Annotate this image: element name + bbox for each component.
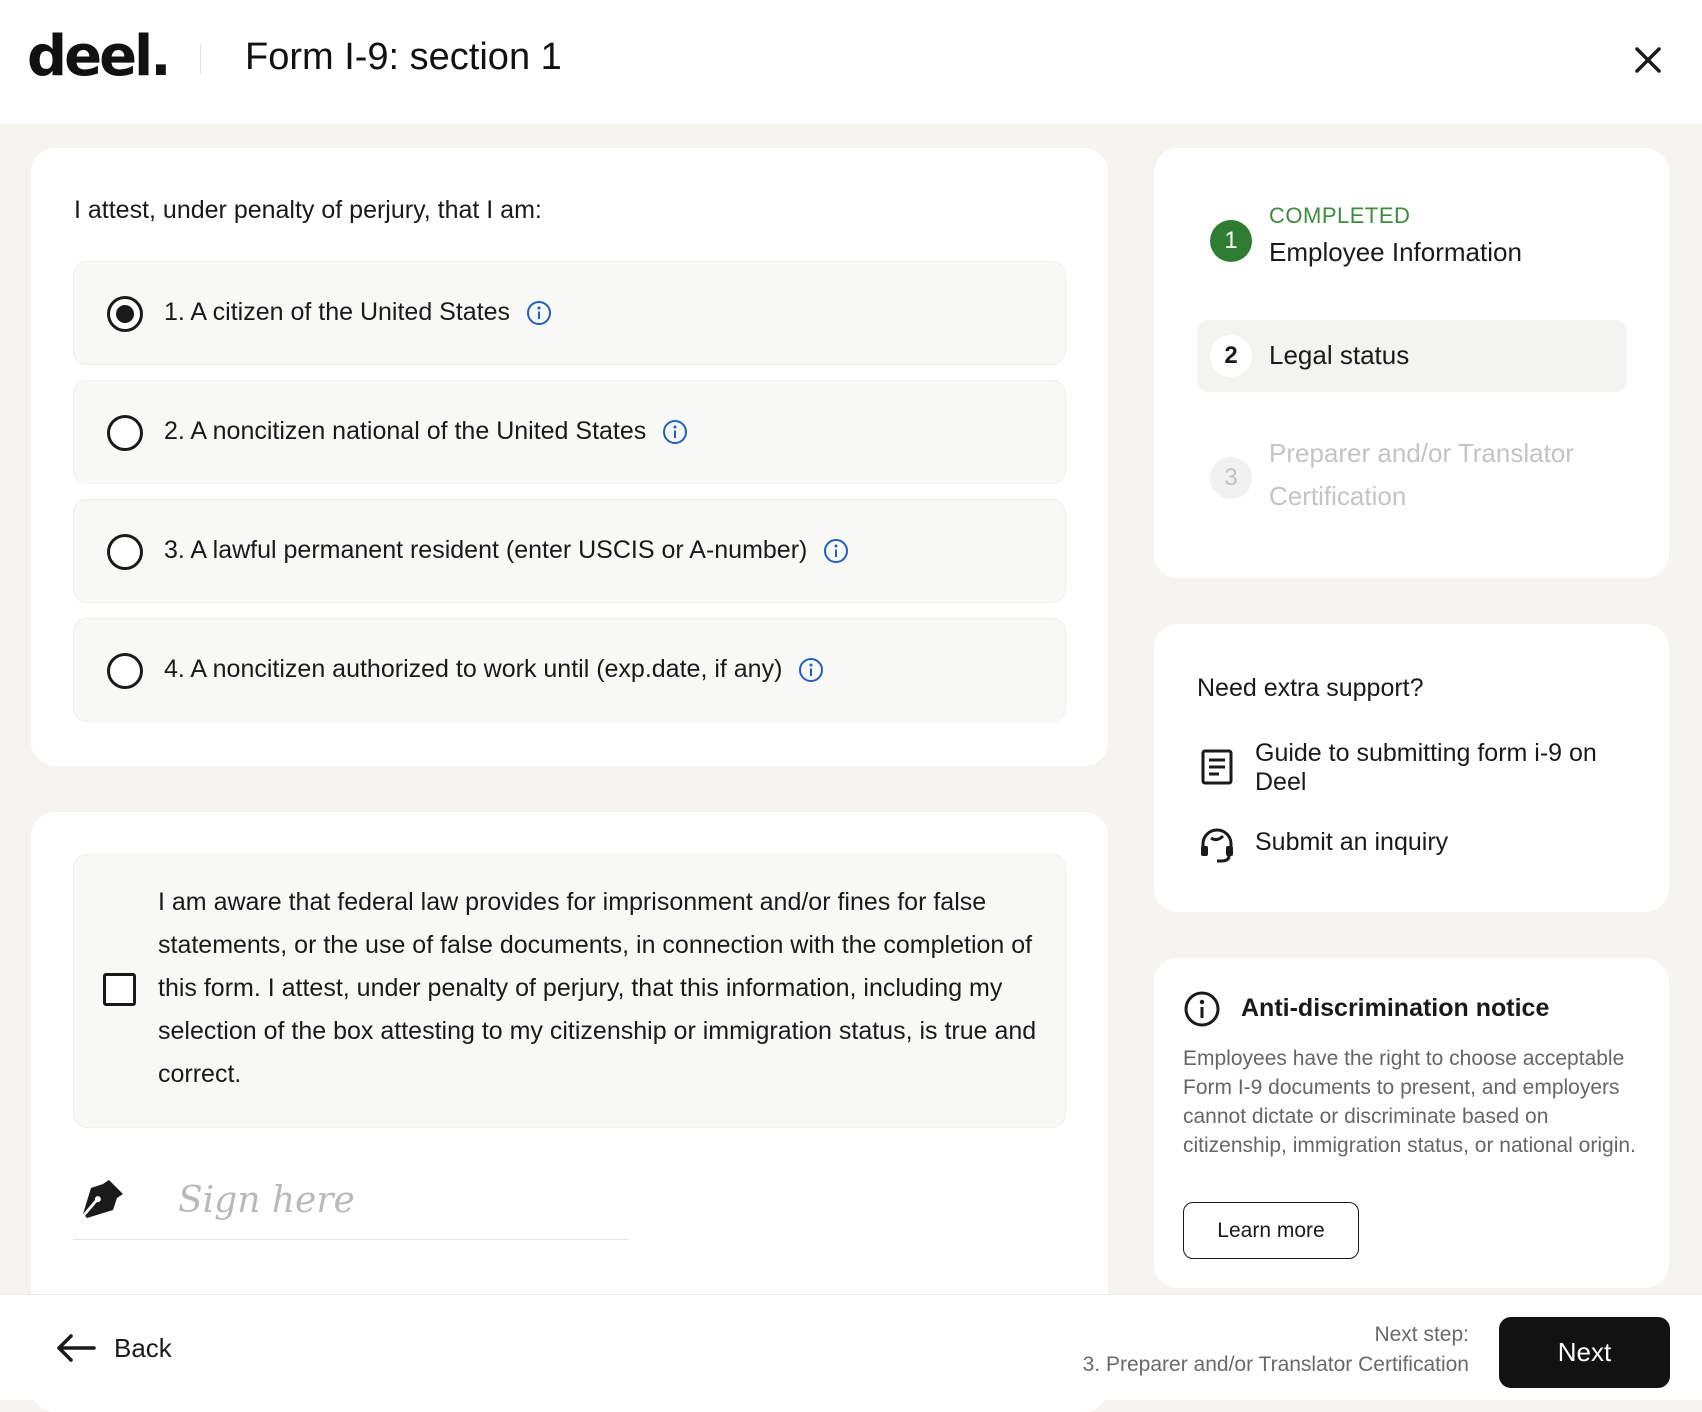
option-label: 1. A citizen of the United States: [164, 298, 511, 326]
info-icon[interactable]: [798, 657, 824, 683]
info-icon[interactable]: [823, 538, 849, 564]
attestation-question: I attest, under penalty of perjury, that I am:: [74, 196, 542, 224]
next-step-caption: Next step:: [1374, 1323, 1469, 1346]
option-citizen[interactable]: [73, 261, 1066, 365]
next-step-name: 3. Preparer and/or Translator Certification: [1082, 1353, 1469, 1376]
step-3-number: 3: [1210, 457, 1252, 499]
signature-field[interactable]: [73, 1162, 629, 1240]
steps-card: [1154, 148, 1669, 578]
info-icon[interactable]: [662, 419, 688, 445]
inquiry-link[interactable]: [1197, 828, 1647, 864]
radio-citizen[interactable]: [107, 296, 143, 332]
step-2-row[interactable]: [1197, 320, 1627, 392]
declaration-text: I am aware that federal law provides for imprisonment and/or fines for false statements, or the use of false documents, in connection with the completion of this form. I attest, under penalty of perjury, that this information, including my selection of the box attesting to my citizenship or immigration status, is true and correct.: [158, 888, 1037, 1088]
anti-discrimination-card: [1154, 958, 1669, 1288]
page-title: Form I-9: section 1: [245, 36, 562, 78]
option-label: 2. A noncitizen national of the United States: [164, 417, 647, 445]
guide-link-label: Guide to submitting form i-9 on Deel: [1255, 739, 1597, 796]
option-label: 3. A lawful permanent resident (enter USCIS or A-number): [164, 536, 808, 564]
close-button[interactable]: [1628, 40, 1668, 80]
notice-body: Employees have the right to choose acceptable Form I-9 documents to present, and employers cannot dictate or discriminate based on citizenship, immigration status, or national origin.: [1183, 1047, 1636, 1157]
pen-icon: [79, 1176, 127, 1224]
headset-icon: [1197, 824, 1237, 864]
back-button[interactable]: [56, 1325, 172, 1371]
option-authorized-to-work[interactable]: [73, 618, 1066, 722]
footer: [0, 1294, 1702, 1400]
option-permanent-resident[interactable]: [73, 499, 1066, 603]
step-1-number: 1: [1210, 220, 1252, 262]
inquiry-link-label: Submit an inquiry: [1255, 828, 1449, 856]
option-label: 4. A noncitizen authorized to work until (exp.date, if any): [164, 655, 783, 683]
radio-noncitizen-national[interactable]: [107, 415, 143, 451]
step-1-label[interactable]: Employee Information: [1269, 237, 1522, 267]
option-noncitizen-national[interactable]: [73, 380, 1066, 484]
attestation-card: [31, 148, 1108, 766]
guide-link[interactable]: [1197, 739, 1647, 797]
step-2-number: 2: [1210, 335, 1252, 377]
step-2-label: Legal status: [1269, 340, 1410, 370]
document-icon: [1197, 747, 1237, 787]
arrow-left-icon: [56, 1333, 96, 1363]
radio-authorized-to-work[interactable]: [107, 653, 143, 689]
support-card: [1154, 624, 1669, 912]
deel-logo[interactable]: deel.: [27, 24, 169, 89]
step-1-status: COMPLETED: [1269, 203, 1411, 228]
support-title: Need extra support?: [1197, 674, 1424, 702]
declaration-box: [73, 854, 1066, 1128]
next-button[interactable]: Next: [1499, 1317, 1670, 1388]
declaration-checkbox[interactable]: [103, 973, 136, 1006]
notice-title: Anti-discrimination notice: [1241, 994, 1550, 1022]
info-icon[interactable]: [526, 300, 552, 326]
close-icon: [1628, 40, 1668, 80]
header: [0, 0, 1702, 123]
step-3-label: Preparer and/or Translator Certification: [1269, 438, 1574, 511]
info-icon: [1183, 990, 1221, 1028]
header-divider: [200, 44, 201, 74]
signature-placeholder: Sign here: [178, 1180, 355, 1221]
learn-more-button[interactable]: Learn more: [1183, 1202, 1359, 1259]
back-label: Back: [114, 1332, 172, 1363]
radio-permanent-resident[interactable]: [107, 534, 143, 570]
